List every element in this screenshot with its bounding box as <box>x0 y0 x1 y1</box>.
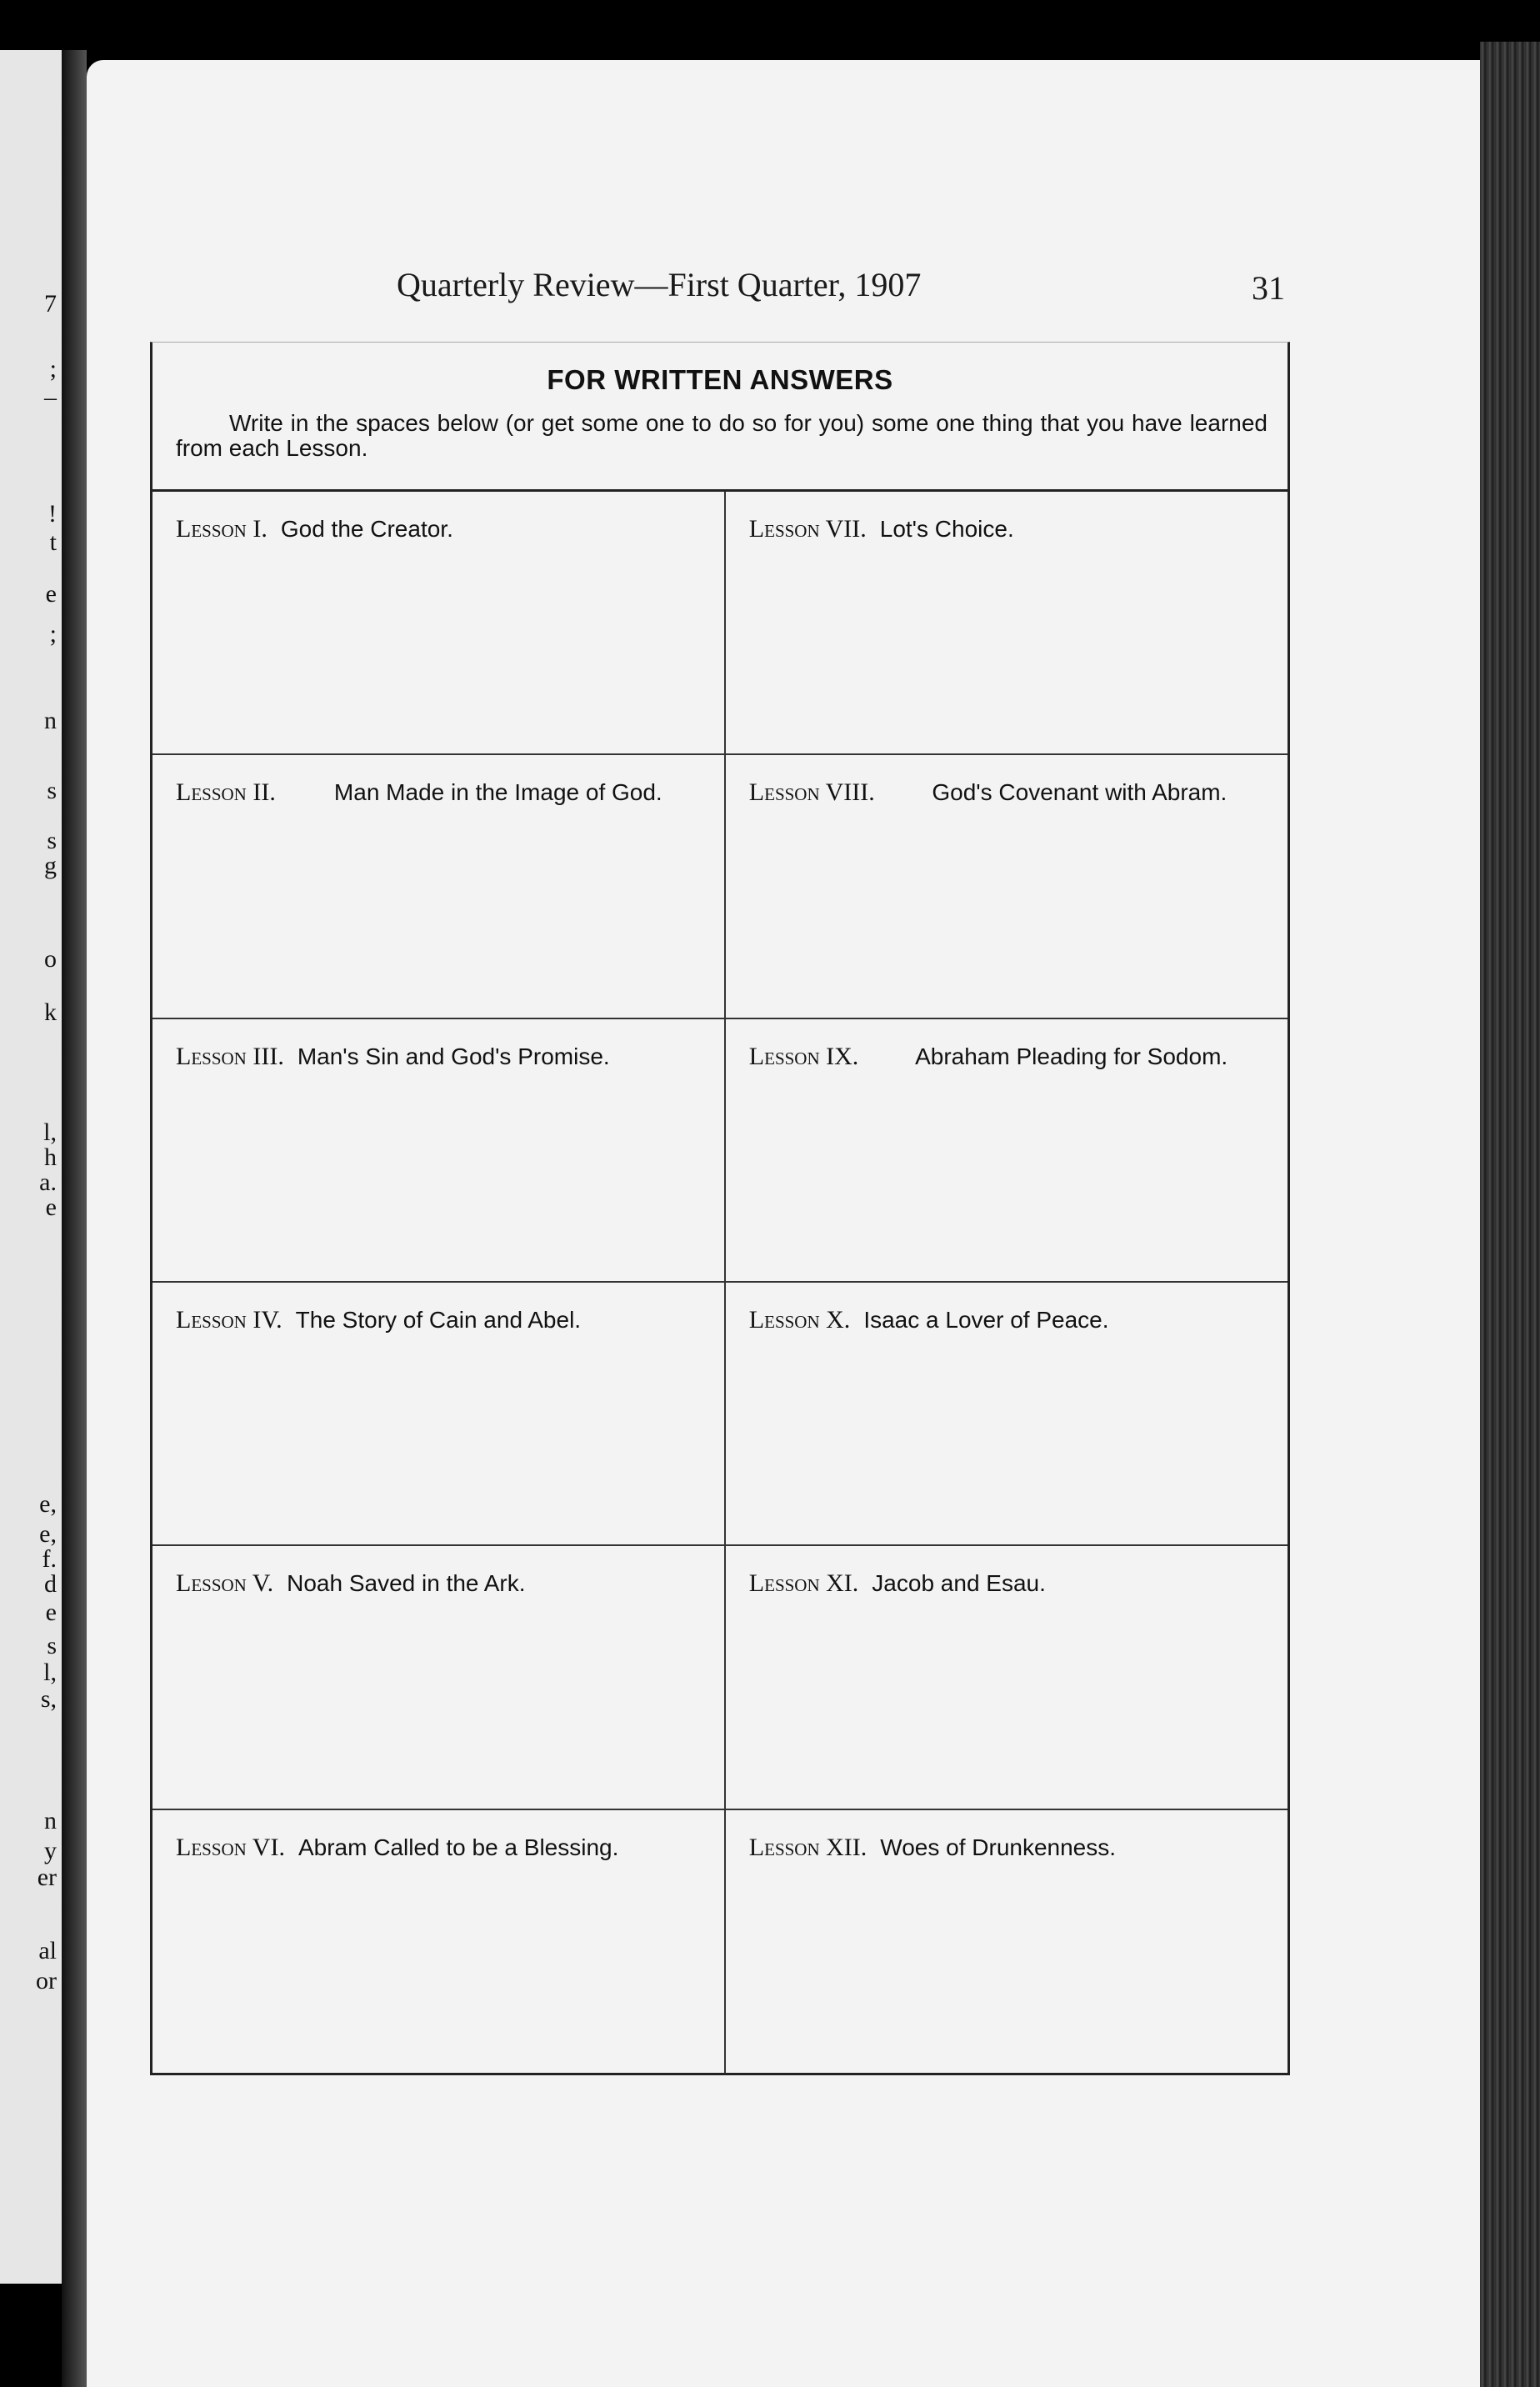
facing-page-fragment: s, <box>40 1685 57 1713</box>
lesson-title: Man Made in the Image of God. <box>333 779 662 806</box>
lesson-cell-1[interactable] <box>152 492 726 755</box>
facing-page-fragment: k <box>44 998 57 1026</box>
facing-page-fragment: e, <box>39 1490 57 1518</box>
page-number: 31 <box>1252 269 1285 307</box>
facing-page-fragment: f. <box>42 1545 57 1573</box>
facing-page-fragment: ; <box>49 620 57 648</box>
lesson-title: Noah Saved in the Ark. <box>287 1570 526 1597</box>
lesson-cell-4[interactable] <box>152 1283 726 1546</box>
lesson-title: Jacob and Esau. <box>872 1570 1046 1597</box>
written-answers-form <box>150 342 1290 2075</box>
lesson-label: Lesson IV. <box>176 1306 282 1334</box>
lesson-cell-9[interactable] <box>726 1019 1288 1283</box>
lesson-cell-3[interactable] <box>152 1019 726 1283</box>
lesson-cell-8[interactable] <box>726 755 1288 1018</box>
facing-page-fragment: s <box>47 827 57 854</box>
facing-page-fragment: 7 <box>44 290 57 318</box>
lesson-title: Isaac a Lover of Peace. <box>863 1307 1109 1333</box>
facing-page-fragment: ; <box>49 355 57 383</box>
form-instructions: Write in the spaces below (or get some one to do so for you) some one thing that you have learned from each Lesson. <box>176 410 1268 461</box>
lesson-label: Lesson III. <box>176 1042 284 1070</box>
lesson-label: Lesson I. <box>176 515 268 543</box>
facing-page-fragment: e <box>45 1599 57 1626</box>
lesson-label: Lesson XII. <box>748 1833 868 1861</box>
facing-page-fragment: o <box>44 945 57 973</box>
facing-page-fragment: l, <box>43 1118 57 1146</box>
lesson-label: Lesson XI. <box>748 1569 859 1598</box>
facing-page-fragment: n <box>44 707 57 734</box>
lesson-title: God's Covenant with Abram. <box>932 779 1228 806</box>
facing-page-fragment: e, <box>39 1520 57 1548</box>
lesson-cell-12[interactable] <box>726 1810 1288 2074</box>
book-gutter <box>62 50 87 2387</box>
lesson-label: Lesson VI. <box>176 1833 285 1861</box>
running-head: Quarterly Review—First Quarter, 1907 <box>397 266 922 303</box>
lesson-cell-7[interactable] <box>726 492 1288 755</box>
facing-page-fragment: e <box>45 580 57 608</box>
facing-page-fragment: l, <box>43 1659 57 1686</box>
facing-page-fragment: e <box>45 1194 57 1221</box>
lesson-cell-11[interactable] <box>726 1546 1288 1809</box>
lesson-grid <box>152 492 1288 2074</box>
facing-page-fragment: d <box>44 1570 57 1598</box>
facing-page-fragment: s <box>47 777 57 804</box>
facing-page-fragment: y <box>44 1837 57 1864</box>
lesson-label: Lesson VIII. <box>748 778 875 807</box>
lesson-label: Lesson X. <box>748 1306 851 1334</box>
lesson-cell-6[interactable] <box>152 1810 726 2074</box>
lesson-title: Woes of Drunkenness. <box>880 1834 1117 1860</box>
lesson-cell-2[interactable] <box>152 755 726 1018</box>
facing-page-fragment: or <box>36 1967 57 1994</box>
lesson-title: Abraham Pleading for Sodom. <box>915 1043 1228 1069</box>
lesson-label: Lesson V. <box>176 1569 274 1598</box>
lesson-cell-5[interactable] <box>152 1546 726 1809</box>
lesson-title: The Story of Cain and Abel. <box>295 1307 582 1333</box>
facing-page-fragment: – <box>44 383 57 411</box>
facing-page-edge <box>0 50 62 2284</box>
lesson-title: Abram Called to be a Blessing. <box>298 1834 619 1860</box>
page-stack-edge <box>1480 42 1540 2387</box>
lesson-title: Lot's Choice. <box>879 516 1014 542</box>
lesson-label: Lesson II. <box>176 778 276 807</box>
lesson-title: Man's Sin and God's Promise. <box>297 1043 610 1069</box>
facing-page-fragment: er <box>37 1864 57 1891</box>
facing-page-fragment: g <box>44 852 57 879</box>
facing-page-fragment: al <box>38 1937 57 1964</box>
lesson-label: Lesson IX. <box>748 1042 859 1070</box>
facing-page-fragment: ! <box>48 500 57 528</box>
lesson-label: Lesson VII. <box>748 515 867 543</box>
form-title: FOR WRITTEN ANSWERS <box>547 364 893 395</box>
facing-page-fragment: a. <box>39 1168 57 1196</box>
facing-page-fragment: h <box>44 1143 57 1171</box>
facing-page-fragment: n <box>44 1807 57 1834</box>
lesson-cell-10[interactable] <box>726 1283 1288 1546</box>
facing-page-fragment: s <box>47 1632 57 1659</box>
lesson-title: God the Creator. <box>280 516 453 542</box>
facing-page-fragment: t <box>49 528 57 556</box>
